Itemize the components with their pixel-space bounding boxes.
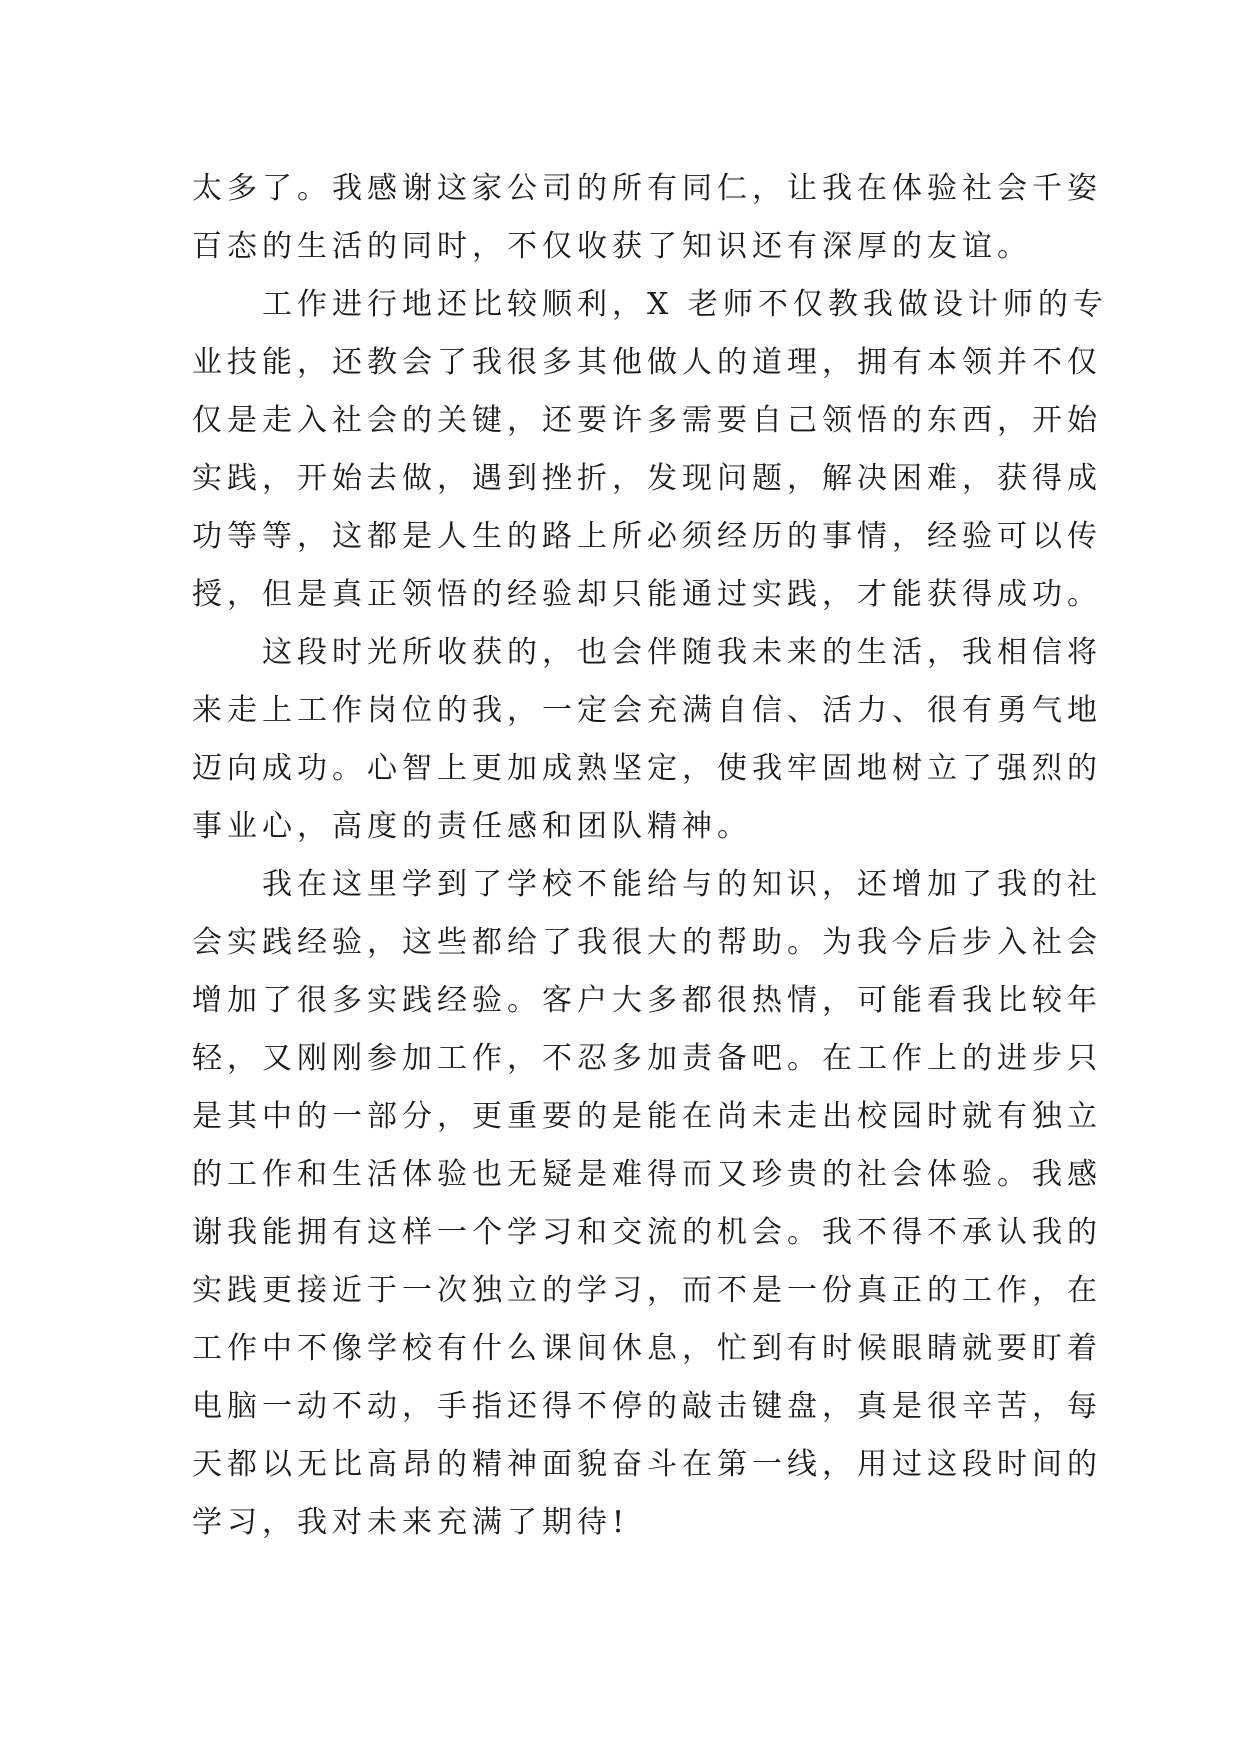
- text-line: 授，但是真正领悟的经验却只能通过实践，才能获得成功。: [192, 577, 1102, 612]
- text-line: 太多了。我感谢这家公司的所有同仁，让我在体验社会千姿: [192, 171, 1102, 206]
- text-line: 电脑一动不动，手指还得不停的敲击键盘，真是很辛苦，每: [192, 1389, 1102, 1424]
- text-line: 事业心，高度的责任感和团队精神。: [192, 809, 752, 844]
- text-line: 实践，开始去做，遇到挫折，发现问题，解决困难，获得成: [192, 461, 1102, 496]
- text-line: 天都以无比高昂的精神面貌奋斗在第一线，用过这段时间的: [192, 1447, 1102, 1482]
- text-line: 来走上工作岗位的我，一定会充满自信、活力、很有勇气地: [192, 693, 1102, 728]
- paragraph-4: [192, 856, 1102, 1552]
- text-line: 增加了很多实践经验。客户大多都很热情，可能看我比较年: [192, 983, 1102, 1018]
- text-line: 功等等，这都是人生的路上所必须经历的事情，经验可以传: [192, 519, 1102, 554]
- text-line: 实践更接近于一次独立的学习，而不是一份真正的工作，在: [192, 1273, 1102, 1308]
- text-line: 这段时光所收获的，也会伴随我未来的生活，我相信将: [192, 635, 1102, 670]
- text-line: 迈向成功。心智上更加成熟坚定，使我牢固地树立了强烈的: [192, 751, 1102, 786]
- text-line: 的工作和生活体验也无疑是难得而又珍贵的社会体验。我感: [192, 1157, 1102, 1192]
- document-body: [192, 160, 1108, 1552]
- text-line: 谢我能拥有这样一个学习和交流的机会。我不得不承认我的: [192, 1215, 1102, 1250]
- text-line: 会实践经验，这些都给了我很大的帮助。为我今后步入社会: [192, 925, 1102, 960]
- text-line: 工作中不像学校有什么课间休息，忙到有时候眼睛就要盯着: [192, 1331, 1102, 1366]
- text-line: 仅是走入社会的关键，还要许多需要自己领悟的东西，开始: [192, 403, 1102, 438]
- text-line: 工作进行地还比较顺利，X 老师不仅教我做设计师的专: [192, 287, 1108, 322]
- text-line: 业技能，还教会了我很多其他做人的道理，拥有本领并不仅: [192, 345, 1102, 380]
- text-line: 轻，又刚刚参加工作，不忍多加责备吧。在工作上的进步只: [192, 1041, 1102, 1076]
- paragraph-1: [192, 160, 1102, 276]
- text-line: 学习，我对未来充满了期待!: [192, 1505, 630, 1540]
- paragraph-2: [192, 276, 1108, 624]
- text-line: 是其中的一部分，更重要的是能在尚未走出校园时就有独立: [192, 1099, 1102, 1134]
- text-line: 我在这里学到了学校不能给与的知识，还增加了我的社: [192, 867, 1102, 902]
- text-line: 百态的生活的同时，不仅收获了知识还有深厚的友谊。: [192, 229, 1032, 264]
- paragraph-3: [192, 624, 1102, 856]
